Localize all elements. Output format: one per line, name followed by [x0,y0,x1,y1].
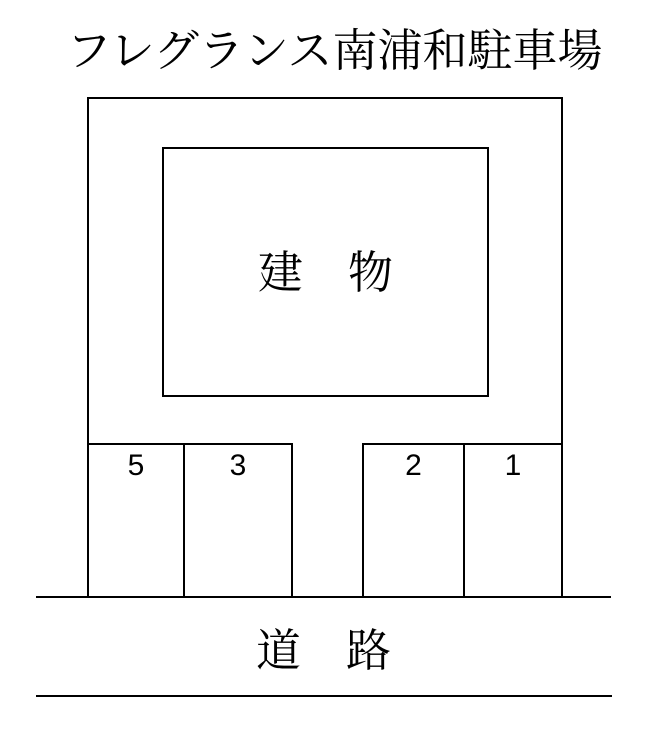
stall-5-number: 5 [127,449,145,482]
stall-1-number: 1 [504,449,522,482]
building-label: 建 物 [257,246,393,298]
road-bottom-line [36,695,612,697]
road-label: 道 路 [255,625,391,676]
stall-2-number: 2 [405,449,422,482]
building-rect [162,147,489,397]
road-top-line [36,596,611,598]
page-title: フレグランス南浦和駐車場 [66,25,603,76]
stall-3-number: 3 [229,449,247,482]
